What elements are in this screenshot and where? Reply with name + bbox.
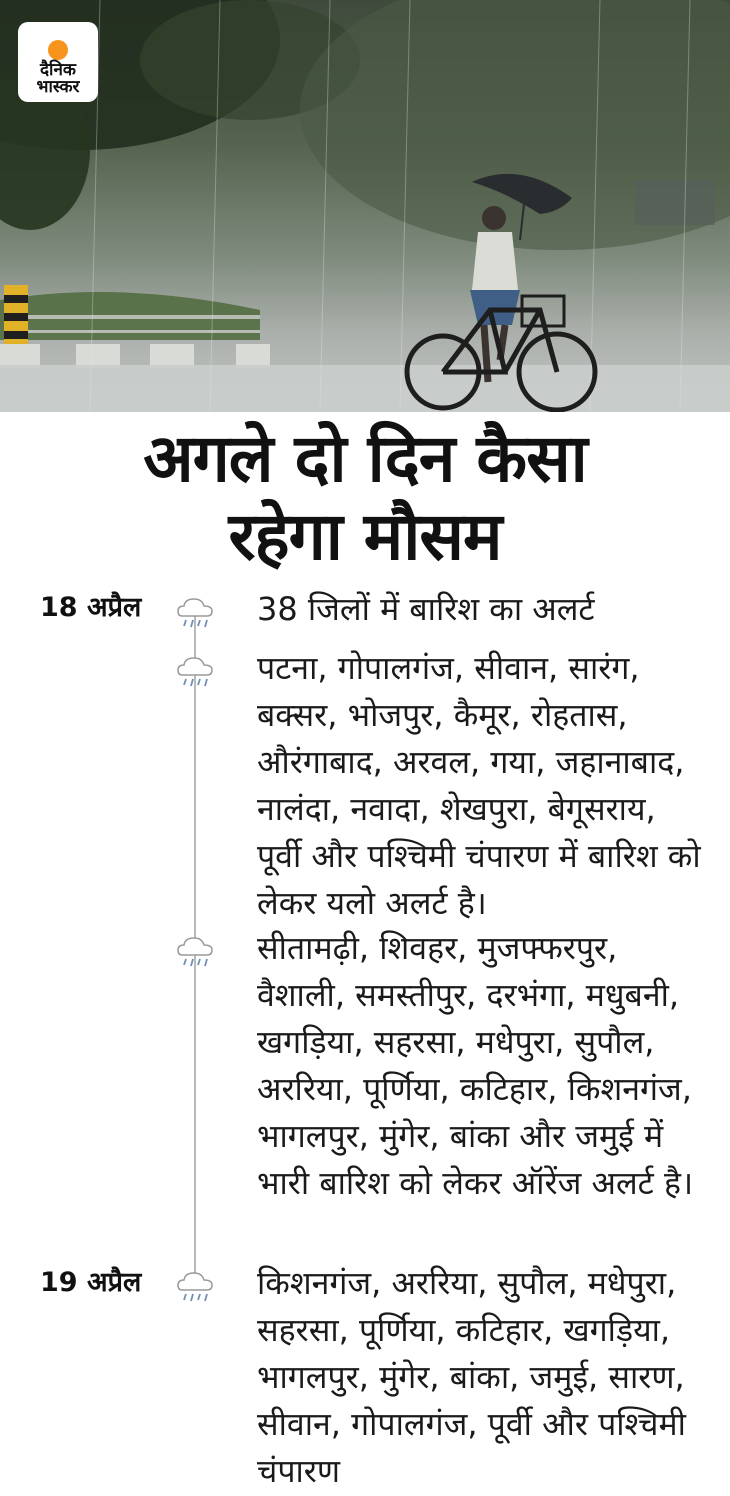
title-line-2: रहेगा मौसम <box>228 498 502 575</box>
sun-icon <box>48 40 68 60</box>
rain-cloud-icon <box>176 655 214 689</box>
date-label-18: 18 अप्रैल <box>40 592 142 623</box>
rain-cloud-icon <box>176 935 214 969</box>
rain-cloud-icon <box>176 596 214 630</box>
timeline-entry: पटना, गोपालगंज, सीवान, सारंग, बक्सर, भोजपुर, कैमूर, रोहतास, औरंगाबाद, अरवल, गया, जहानाबाद, नालंदा, नवादा, शेखपुरा, बेगूसराय, पूर्वी और पश्चिमी चंपारण में बारिश को लेकर यलो अलर्ट है। <box>257 649 701 922</box>
brand-line-2: भास्कर <box>36 77 80 97</box>
rain-cloud-icon <box>176 1270 214 1304</box>
rain-cyclist-illustration <box>0 0 730 412</box>
brand-logo <box>18 22 98 102</box>
page-title <box>0 420 730 576</box>
timeline-entry: 38 जिलों में बारिश का अलर्ट <box>257 590 595 628</box>
title-line-1: अगले दो दिन कैसा <box>143 420 587 497</box>
date-label-19: 19 अप्रैल <box>40 1267 142 1298</box>
hero-photo <box>0 0 730 412</box>
timeline-entry: किशनगंज, अररिया, सुपौल, मधेपुरा, सहरसा, पूर्णिया, कटिहार, खगड़िया, भागलपुर, मुंगेर, बांका, जमुई, सारण, सीवान, गोपालगंज, पूर्वी और पश्चिमी चंपारण <box>257 1264 686 1490</box>
brand-line-1: दैनिक <box>40 60 76 80</box>
timeline-entry: सीतामढ़ी, शिवहर, मुजफ्फरपुर, वैशाली, समस्तीपुर, दरभंगा, मधुबनी, खगड़िया, सहरसा, मधेपुरा, सुपौल, अररिया, पूर्णिया, कटिहार, किशनगंज, भागलपुर, मुंगेर, बांका और जमुई में भारी बारिश को लेकर ऑरेंज अलर्ट है। <box>257 929 694 1202</box>
